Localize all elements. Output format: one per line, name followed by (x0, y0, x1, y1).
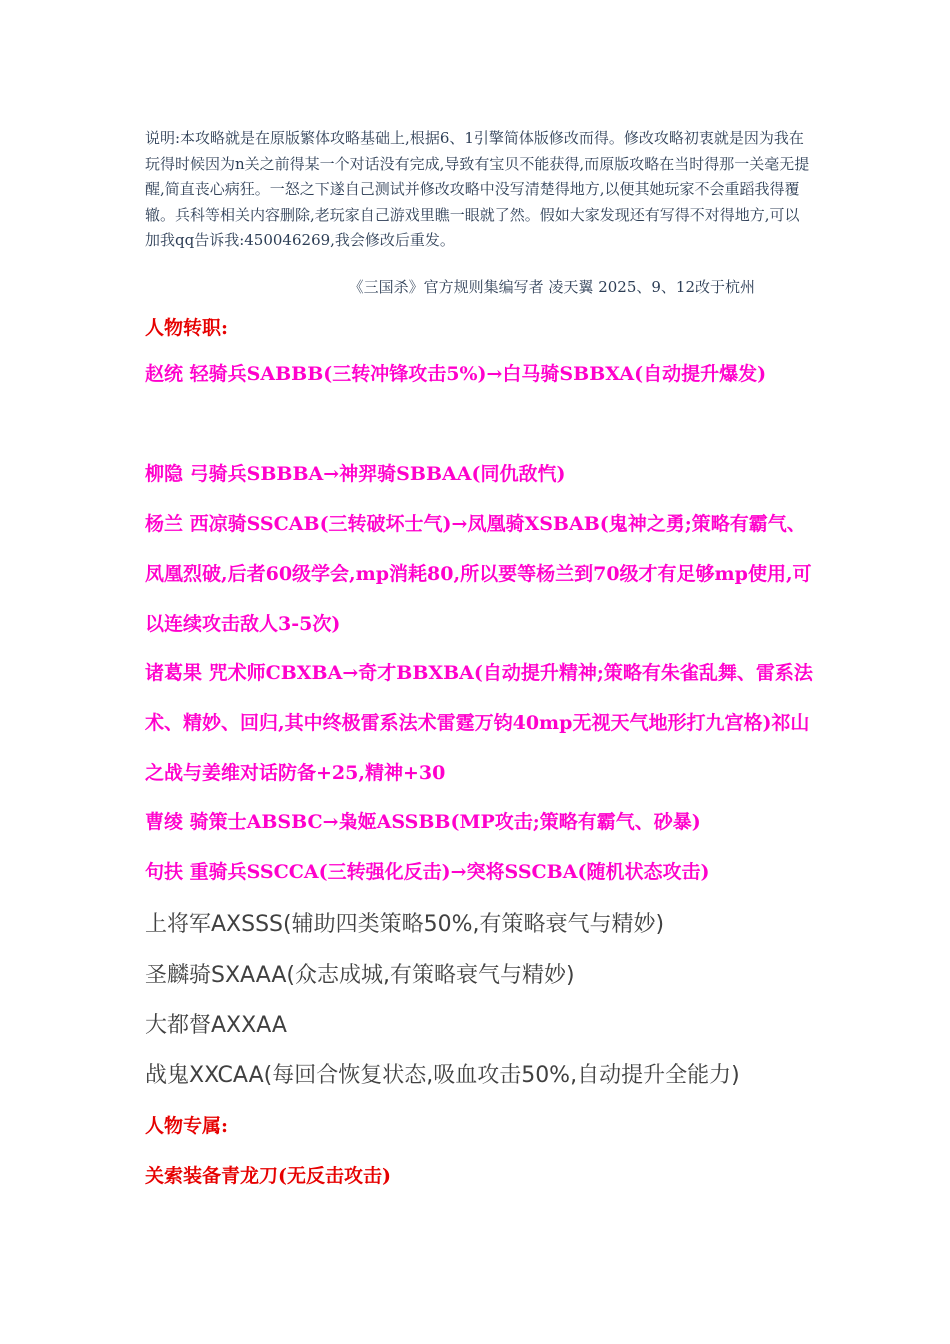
class-change-line-1: 赵统 轻骑兵SABBB(三转冲锋攻击5%)→白马骑SBBXA(自动提升爆发) (145, 363, 767, 385)
intro-paragraph: 说明:本攻略就是在原版繁体攻略基础上,根据6、1引擎简体版修改而得。修改攻略初衷就是因为我在玩得时候因为n关之前得某一个对话没有完成,导致有宝贝不能获得,而原版攻略在当时得那一关毫无提醒,简直丧心病狂。一怒之下遂自己测试并修改攻略中没写清楚得地方,以便其她玩家不会重蹈我得覆辙。兵科等相关内容删除,老玩家自己游戏里瞧一眼就了然。假如大家发现还有写得不对得地方,可以加我qq告诉我:450046269,我会修改后重发。 (145, 129, 810, 249)
class-change-line-2: 柳隐 弓骑兵SBBBA→神羿骑SBBAA(同仇敌忾) (145, 463, 566, 485)
class-change-line-6: 句扶 重骑兵SSCCA(三转强化反击)→突将SSCBA(随机状态攻击) (145, 861, 710, 883)
plain-line-3: 大都督AXXAA (145, 1013, 287, 1038)
class-change-line-5: 曹绫 骑策士ABSBC→枭姬ASSBB(MP攻击;策略有霸气、砂暴) (145, 811, 701, 833)
class-change-line-4: 诸葛果 咒术师CBXBA→奇才BBXBA(自动提升精神;策略有朱雀乱舞、雷系法术、精妙、回归,其中终极雷系法术雷霆万钧40mp无视天气地形打九宫格)祁山之战与姜维对话防备+25,精神+30 (145, 662, 813, 784)
author-signature: 《三国杀》官方规则集编写者 凌天翼 2025、9、12改于杭州 (348, 278, 755, 296)
class-change-line-3: 杨兰 西凉骑SSCAB(三转破坏士气)→凤凰骑XSBAB(鬼神之勇;策略有霸气、凤凰烈破,后者60级学会,mp消耗80,所以要等杨兰到70级才有足够mp使用,可以连续攻击敌人3-5次) (145, 513, 812, 635)
plain-line-2: 圣麟骑SXAAA(众志成城,有策略衰气与精妙) (145, 963, 575, 988)
plain-line-1: 上将军AXSSS(辅助四类策略50%,有策略衰气与精妙) (145, 912, 665, 937)
exclusive-line-1: 关索装备青龙刀(无反击攻击) (145, 1165, 391, 1187)
plain-line-4: 战鬼XXCAA(每回合恢复状态,吸血攻击50%,自动提升全能力) (145, 1063, 740, 1088)
exclusive-heading: 人物专属: (145, 1115, 229, 1137)
class-change-heading: 人物转职: (145, 317, 229, 339)
